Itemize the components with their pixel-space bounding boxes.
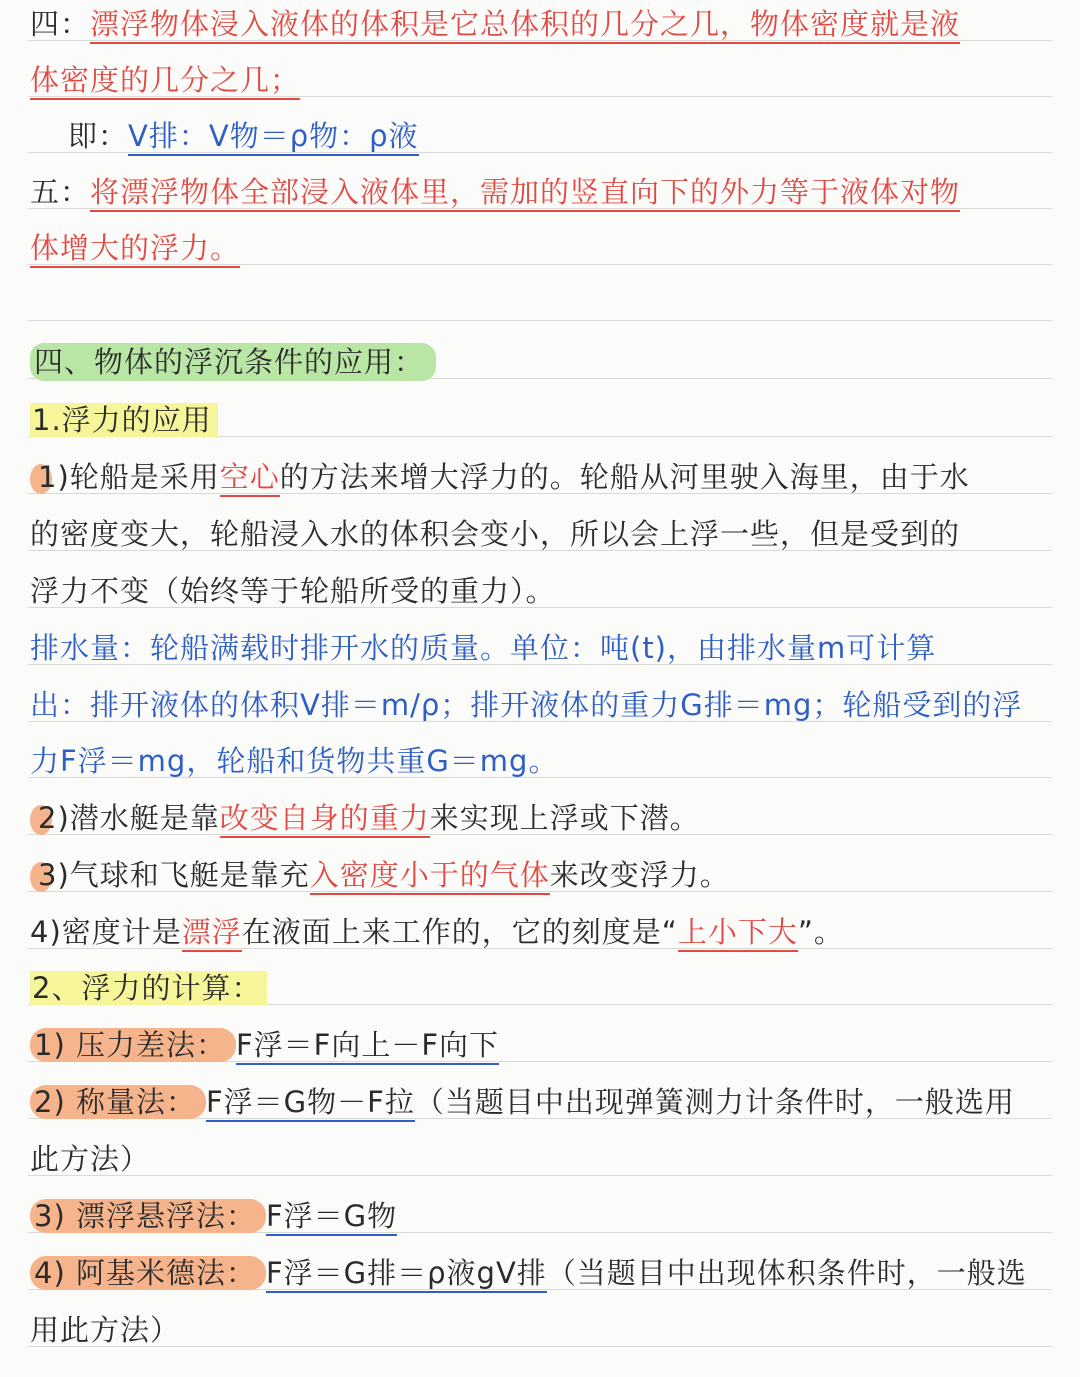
method-formula: F浮＝G物	[266, 1199, 397, 1236]
paragraph-balloon: 3)气球和飞艇是靠充入密度小于的气体来改变浮力。	[30, 855, 1052, 895]
displacement-note-cont: 出：排开液体的体积V排＝m/ρ；排开液体的重力G排＝mg；轮船受到的浮	[30, 688, 1023, 722]
method-label: 1) 压力差法：	[30, 1028, 236, 1062]
item-label: 即：	[68, 119, 129, 153]
item-label: 五：	[30, 175, 91, 209]
subheading-title: 1.浮力的应用	[30, 403, 218, 437]
method-archimedes	[30, 1253, 1052, 1293]
section-heading	[30, 342, 1052, 382]
paragraph-ship-cont: 的密度变大，轮船浸入水的体积会变小，所以会上浮一些，但是受到的	[30, 517, 961, 551]
ruled-line	[28, 320, 1052, 321]
displacement-note: 排水量：轮船满载时排开水的质量。单位：吨(t)，由排水量m可计算	[30, 631, 937, 665]
key-term: 上小下大	[678, 915, 798, 952]
method-formula: F浮＝G物－F拉	[206, 1085, 415, 1122]
red-note: 体密度的几分之几；	[30, 63, 300, 100]
key-term: 入密度小于的气体	[310, 858, 550, 895]
method-formula: F浮＝F向上－F向下	[236, 1028, 499, 1065]
method-weighing	[30, 1082, 1052, 1122]
formula-line	[30, 116, 1080, 156]
paragraph-ship-cont: 浮力不变（始终等于轮船所受的重力）。	[30, 574, 556, 608]
method-label: 2) 称量法：	[30, 1085, 206, 1119]
red-note: 体增大的浮力。	[30, 231, 240, 268]
red-note: 漂浮物体浸入液体的体积是它总体积的几分之几，物体密度就是液	[90, 7, 960, 44]
method-archimedes-cont: 用此方法）	[30, 1313, 181, 1347]
section-title: 四、物体的浮沉条件的应用：	[30, 343, 436, 381]
method-label: 3) 漂浮悬浮法：	[30, 1199, 266, 1233]
subheading-title: 2、浮力的计算：	[30, 971, 267, 1005]
item-label: 四：	[30, 7, 91, 41]
paragraph-submarine: 2)潜水艇是靠改变自身的重力来实现上浮或下潜。	[30, 798, 1052, 838]
method-formula: F浮＝G排＝ρ液gV排	[266, 1256, 547, 1293]
subheading-1	[30, 400, 1052, 440]
method-floating	[30, 1196, 1052, 1236]
key-term: 改变自身的重力	[220, 801, 430, 838]
method-note: （当题目中出现体积条件时，一般选	[546, 1256, 1027, 1290]
note-line-5-cont	[30, 228, 1052, 268]
note-line-4	[30, 4, 1052, 44]
key-term: 空心	[220, 460, 280, 497]
blue-formula: V排：V物＝ρ物：ρ液	[128, 119, 419, 156]
subheading-2	[30, 968, 1052, 1008]
note-line-4-cont	[30, 60, 1052, 100]
paragraph-hydrometer: 4)密度计是漂浮在液面上来工作的，它的刻度是“上小下大”。	[30, 912, 1052, 952]
red-note: 将漂浮物体全部浸入液体里，需加的竖直向下的外力等于液体对物	[90, 175, 960, 212]
method-weighing-cont: 此方法）	[30, 1142, 151, 1176]
method-pressure-difference	[30, 1025, 1052, 1065]
note-line-5	[30, 172, 1052, 212]
key-term: 漂浮	[182, 915, 242, 952]
paragraph-ship: 1)轮船是采用空心的方法来增大浮力的。轮船从河里驶入海里，由于水	[30, 457, 1052, 497]
displacement-note-cont: 力F浮＝mg，轮船和货物共重G＝mg。	[30, 744, 559, 778]
method-note: （当题目中出现弹簧测力计条件时，一般选用	[414, 1085, 1015, 1119]
method-label: 4) 阿基米德法：	[30, 1256, 266, 1290]
